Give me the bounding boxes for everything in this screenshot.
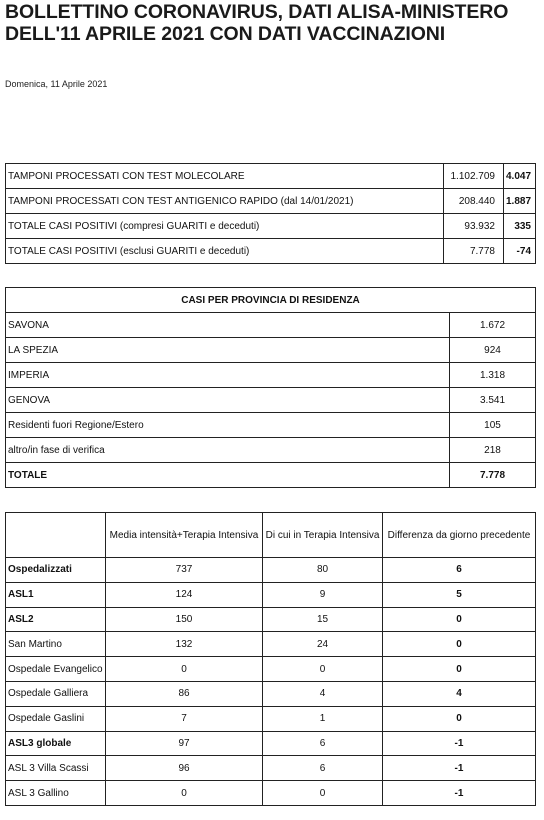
row-label: TAMPONI PROCESSATI CON TEST ANTIGENICO RAPIDO (dal 14/01/2021): [6, 189, 444, 214]
hospital-ti: 80: [263, 558, 383, 583]
hospital-diff: -1: [383, 731, 536, 756]
table-row: [6, 164, 536, 189]
table-row: [6, 657, 536, 682]
province-value: 3.541: [450, 388, 536, 413]
header-ti: Di cui in Terapia Intensiva: [263, 513, 383, 558]
row-label: TOTALE CASI POSITIVI (compresi GUARITI e deceduti): [6, 214, 444, 239]
hospital-media: 124: [106, 582, 263, 607]
hospital-diff: -1: [383, 781, 536, 806]
province-table: [5, 287, 536, 488]
hospital-name: ASL1: [6, 582, 106, 607]
province-total-label: TOTALE: [6, 463, 450, 488]
hospital-ti: 0: [263, 781, 383, 806]
hospital-ti: 24: [263, 632, 383, 657]
hospital-name: Ospedalizzati: [6, 558, 106, 583]
province-value: 218: [450, 438, 536, 463]
row-total: 208.440: [444, 189, 504, 214]
header-empty: [6, 513, 106, 558]
table-row: [6, 681, 536, 706]
table-header-row: [6, 513, 536, 558]
province-header: CASI PER PROVINCIA DI RESIDENZA: [6, 288, 536, 313]
hospital-ti: 1: [263, 706, 383, 731]
province-name: SAVONA: [6, 313, 450, 338]
hospital-diff: 0: [383, 632, 536, 657]
hospital-media: 7: [106, 706, 263, 731]
hospital-diff: 0: [383, 607, 536, 632]
row-delta: 4.047: [504, 164, 536, 189]
hospital-media: 150: [106, 607, 263, 632]
province-name: LA SPEZIA: [6, 338, 450, 363]
table-row: [6, 781, 536, 806]
hospital-name: Ospedale Gaslini: [6, 706, 106, 731]
province-value: 1.672: [450, 313, 536, 338]
table-row: [6, 189, 536, 214]
hospital-diff: 4: [383, 681, 536, 706]
table-row: [6, 582, 536, 607]
publish-date: Domenica, 11 Aprile 2021: [5, 79, 108, 89]
hospital-diff: 0: [383, 657, 536, 682]
row-label: TAMPONI PROCESSATI CON TEST MOLECOLARE: [6, 164, 444, 189]
hospital-ti: 9: [263, 582, 383, 607]
hospital-ti: 0: [263, 657, 383, 682]
province-name: altro/in fase di verifica: [6, 438, 450, 463]
hospital-media: 737: [106, 558, 263, 583]
tamponi-table: [5, 163, 536, 264]
row-delta: 1.887: [504, 189, 536, 214]
hospital-diff: 0: [383, 706, 536, 731]
table-row: [6, 632, 536, 657]
table-row: [6, 706, 536, 731]
table-row: [6, 731, 536, 756]
row-delta: -74: [504, 239, 536, 264]
table-row: [6, 239, 536, 264]
hospital-diff: 6: [383, 558, 536, 583]
province-total-value: 7.778: [450, 463, 536, 488]
hospital-name: Ospedale Galliera: [6, 681, 106, 706]
hospital-ti: 6: [263, 756, 383, 781]
hospital-diff: 5: [383, 582, 536, 607]
table-row: [6, 756, 536, 781]
header-media: Media intensità+Terapia Intensiva: [106, 513, 263, 558]
row-total: 1.102.709: [444, 164, 504, 189]
table-row: [6, 214, 536, 239]
province-name: GENOVA: [6, 388, 450, 413]
page-title: BOLLETTINO CORONAVIRUS, DATI ALISA-MINISTERO DELL'11 APRILE 2021 CON DATI VACCINAZIONI: [5, 1, 509, 45]
hospital-name: ASL3 globale: [6, 731, 106, 756]
hospital-ti: 15: [263, 607, 383, 632]
table-row: [6, 558, 536, 583]
province-value: 1.318: [450, 363, 536, 388]
header-diff: Differenza da giorno precedente: [383, 513, 536, 558]
hospital-name: Ospedale Evangelico: [6, 657, 106, 682]
table-total-row: [6, 463, 536, 488]
row-label: TOTALE CASI POSITIVI (esclusi GUARITI e deceduti): [6, 239, 444, 264]
province-name: IMPERIA: [6, 363, 450, 388]
table-row: [6, 388, 536, 413]
hospital-media: 132: [106, 632, 263, 657]
table-row: [6, 338, 536, 363]
row-total: 7.778: [444, 239, 504, 264]
province-value: 105: [450, 413, 536, 438]
province-name: Residenti fuori Regione/Estero: [6, 413, 450, 438]
hospital-ti: 4: [263, 681, 383, 706]
row-delta: 335: [504, 214, 536, 239]
hospital-diff: -1: [383, 756, 536, 781]
row-total: 93.932: [444, 214, 504, 239]
table-row: [6, 413, 536, 438]
hospital-table: [5, 512, 536, 806]
hospital-ti: 6: [263, 731, 383, 756]
hospital-name: San Martino: [6, 632, 106, 657]
hospital-media: 86: [106, 681, 263, 706]
hospital-name: ASL 3 Villa Scassi: [6, 756, 106, 781]
hospital-name: ASL 3 Gallino: [6, 781, 106, 806]
hospital-media: 0: [106, 657, 263, 682]
hospital-media: 0: [106, 781, 263, 806]
table-row: [6, 313, 536, 338]
table-row: [6, 363, 536, 388]
table-row: [6, 607, 536, 632]
hospital-media: 97: [106, 731, 263, 756]
hospital-media: 96: [106, 756, 263, 781]
table-header-row: [6, 288, 536, 313]
hospital-name: ASL2: [6, 607, 106, 632]
province-value: 924: [450, 338, 536, 363]
table-row: [6, 438, 536, 463]
